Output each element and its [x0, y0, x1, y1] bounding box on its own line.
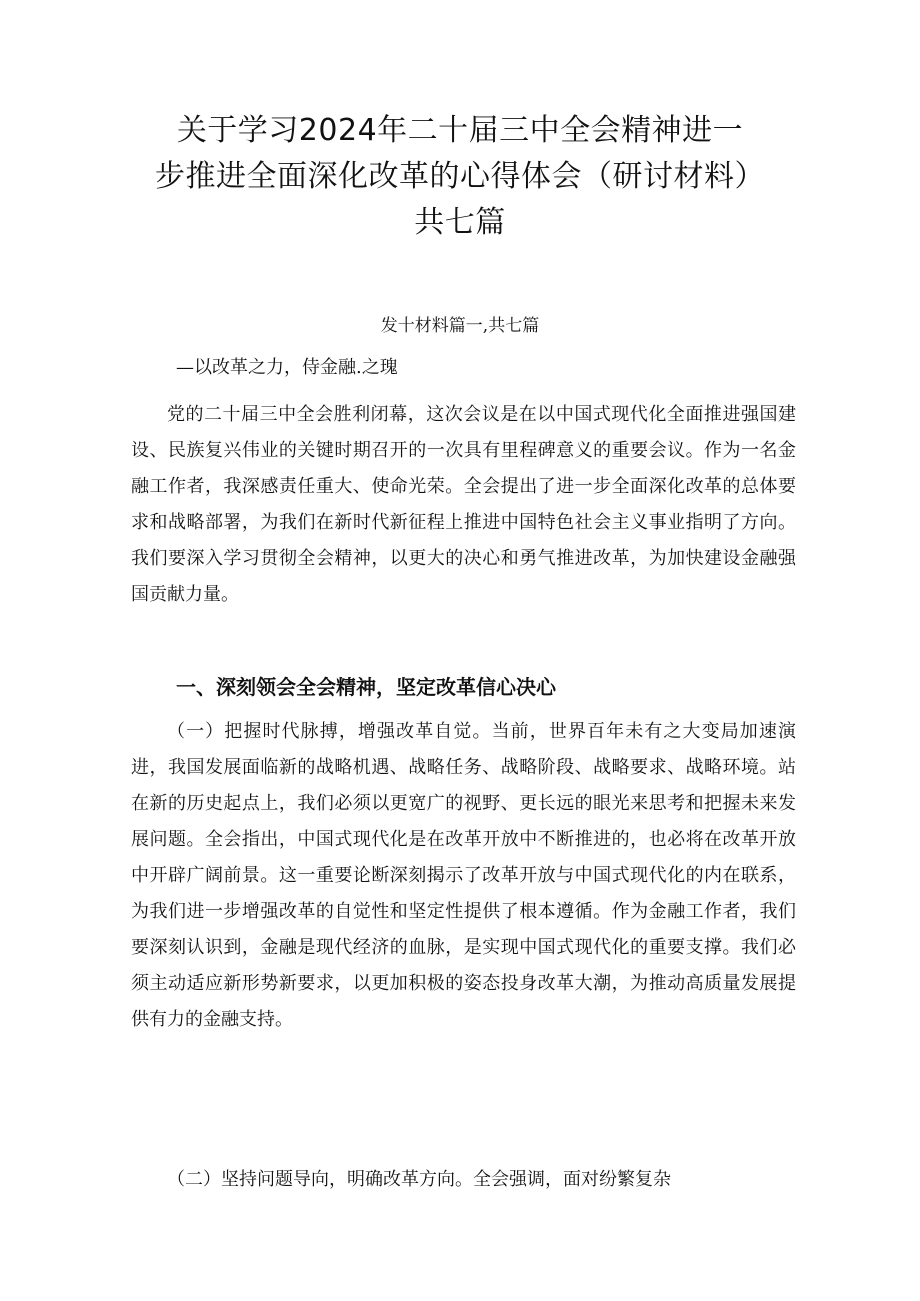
title-line-3: 共七篇 [414, 205, 506, 240]
title-line-2: 步推进全面深化改革的心得体会（研讨材料） [155, 159, 765, 194]
intro-paragraph: 党的二十届三中全会胜利闭幕，这次会议是在以中国式现代化全面推进强国建设、民族复兴伟业的关键时期召开的一次具有里程碑意义的重要会议。作为一名金融工作者，我深感责任重大、使命光荣。全会提出了进一步全面深化改革的总体要求和战略部署，为我们在新时代新征程上推进中国特色社会主义事业指明了方向。我们要深入学习贯彻全会精神，以更大的决心和勇气推进改革，为加快建设金融强国贡献力量。 [131, 404, 796, 605]
part-subheading: 发十材料篇一,共七篇 [380, 316, 540, 336]
title-line-1: 关于学习2024年二十届三中全会精神进一 [176, 113, 744, 148]
body-paragraph-1: （一）把握时代脉搏，增强改革自觉。当前，世界百年未有之大变局加速演进，我国发展面临新的战略机遇、战略任务、战略阶段、战略要求、战略环境。站在新的历史起点上，我们必须以更宽广的视野、更长远的眼光来思考和把握未来发展问题。全会指出，中国式现代化是在改革开放中不断推进的，也必将在改革开放中开辟广阔前景。这一重要论断深刻揭示了改革开放与中国式现代化的内在联系，为我们进一步增强改革的自觉性和坚定性提供了根本遵循。作为金融工作者，我们要深刻认识到，金融是现代经济的血脉，是实现中国式现代化的重要支撑。我们必须主动适应新形势新要求，以更加积极的姿态投身改革大潮，为推动高质量发展提供有力的金融支持。 [131, 721, 796, 1030]
body-paragraph-2: （二）坚持问题导向，明确改革方向。全会强调，面对纷繁复杂 [167, 1169, 671, 1190]
document-title [0, 108, 920, 246]
article-tagline: —以改革之力，侍金融.之瑰 [176, 357, 398, 378]
section-heading-1: 一、深刻领会全会精神，坚定改革信心决心 [176, 675, 556, 699]
